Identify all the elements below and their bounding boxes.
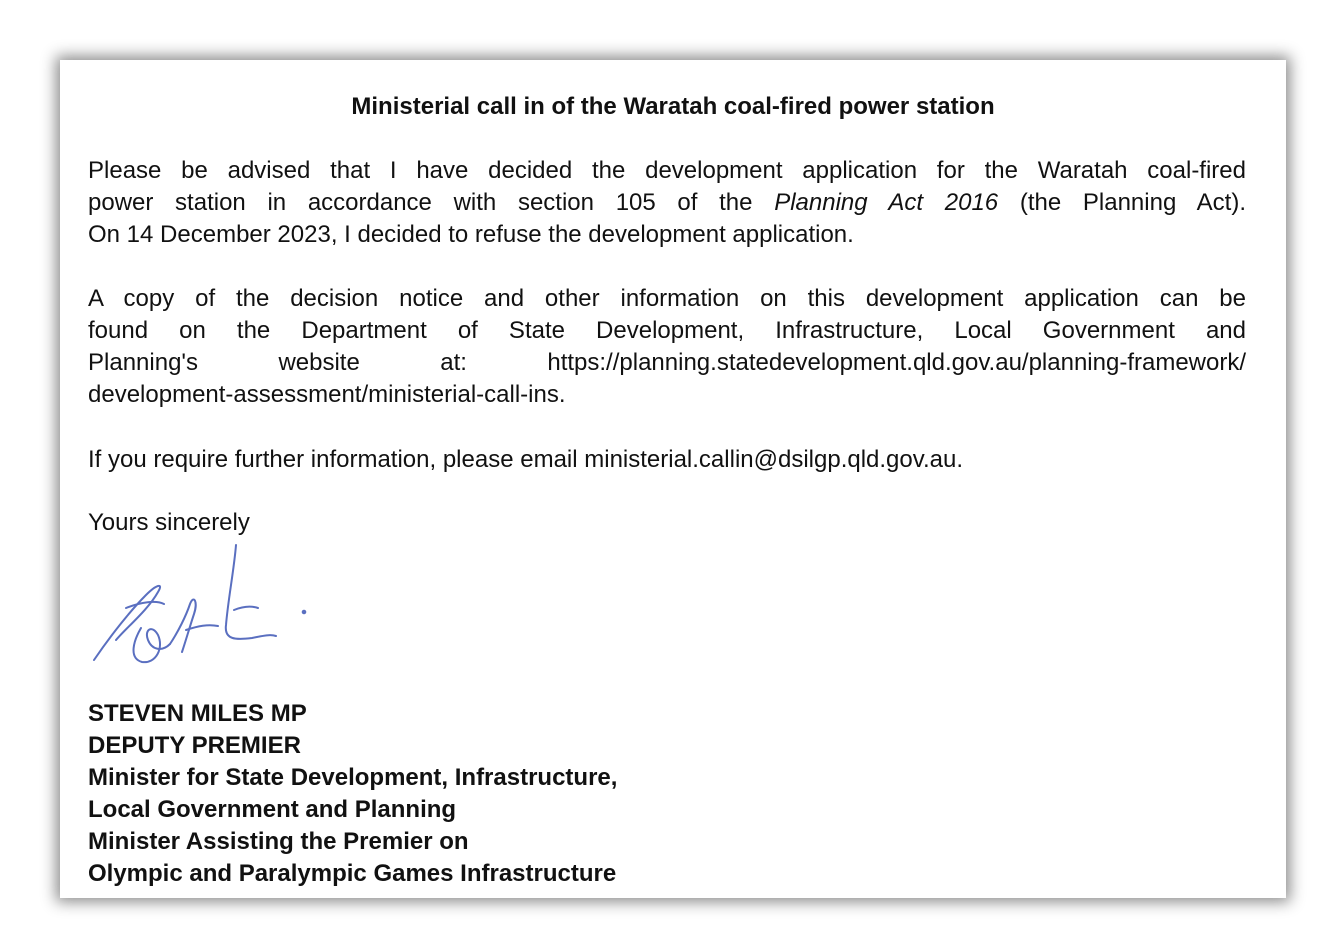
- text-segment: power station in accordance with section 105 of the: [88, 189, 775, 216]
- paragraph-line: [88, 187, 1246, 219]
- text-segment: Planning's: [88, 349, 198, 376]
- closing-text: Yours sincerely: [88, 509, 250, 536]
- signatory-role: Minister Assisting the Premier on: [88, 828, 469, 855]
- text-segment: website: [278, 349, 360, 376]
- signatory-role: Local Government and Planning: [88, 796, 457, 823]
- contact-email-line: If you require further information, please email ministerial.callin@dsilgp.qld.gov.au.: [88, 446, 964, 473]
- paragraph-line: A copy of the decision notice and other information on this development application can be: [88, 285, 1246, 312]
- text-segment: (the Planning Act).: [998, 189, 1247, 216]
- signatory-role: Minister for State Development, Infrastructure,: [88, 764, 618, 791]
- website-url: at: https://planning.statedevelopment.qld.gov.au/planning-framework/: [440, 349, 1247, 376]
- paragraph-contact: [88, 444, 1246, 476]
- paragraph-line: On 14 December 2023, I decided to refuse the development application.: [88, 221, 854, 248]
- letter-page: [60, 60, 1286, 898]
- paragraph-decision: [88, 155, 1246, 251]
- signatory-name: STEVEN MILES MP: [88, 700, 307, 727]
- act-name: Planning Act 2016: [774, 189, 999, 216]
- handwritten-signature: [86, 540, 316, 670]
- website-url-continued: development-assessment/ministerial-call-ins.: [88, 381, 566, 408]
- paragraph-decision-notice: [88, 283, 1246, 411]
- paragraph-line: found on the Department of State Development, Infrastructure, Local Government and: [88, 317, 1246, 344]
- signatory-role: Olympic and Paralympic Games Infrastructure: [88, 860, 617, 887]
- signatory-block: [88, 698, 617, 890]
- signatory-role: DEPUTY PREMIER: [88, 732, 301, 759]
- closing-salutation: [88, 507, 1246, 539]
- paragraph-line: [88, 347, 1246, 379]
- paragraph-line: Please be advised that I have decided the development application for the Waratah coal-fired: [88, 157, 1246, 184]
- letter-title: Ministerial call in of the Waratah coal-fired power station: [351, 93, 995, 120]
